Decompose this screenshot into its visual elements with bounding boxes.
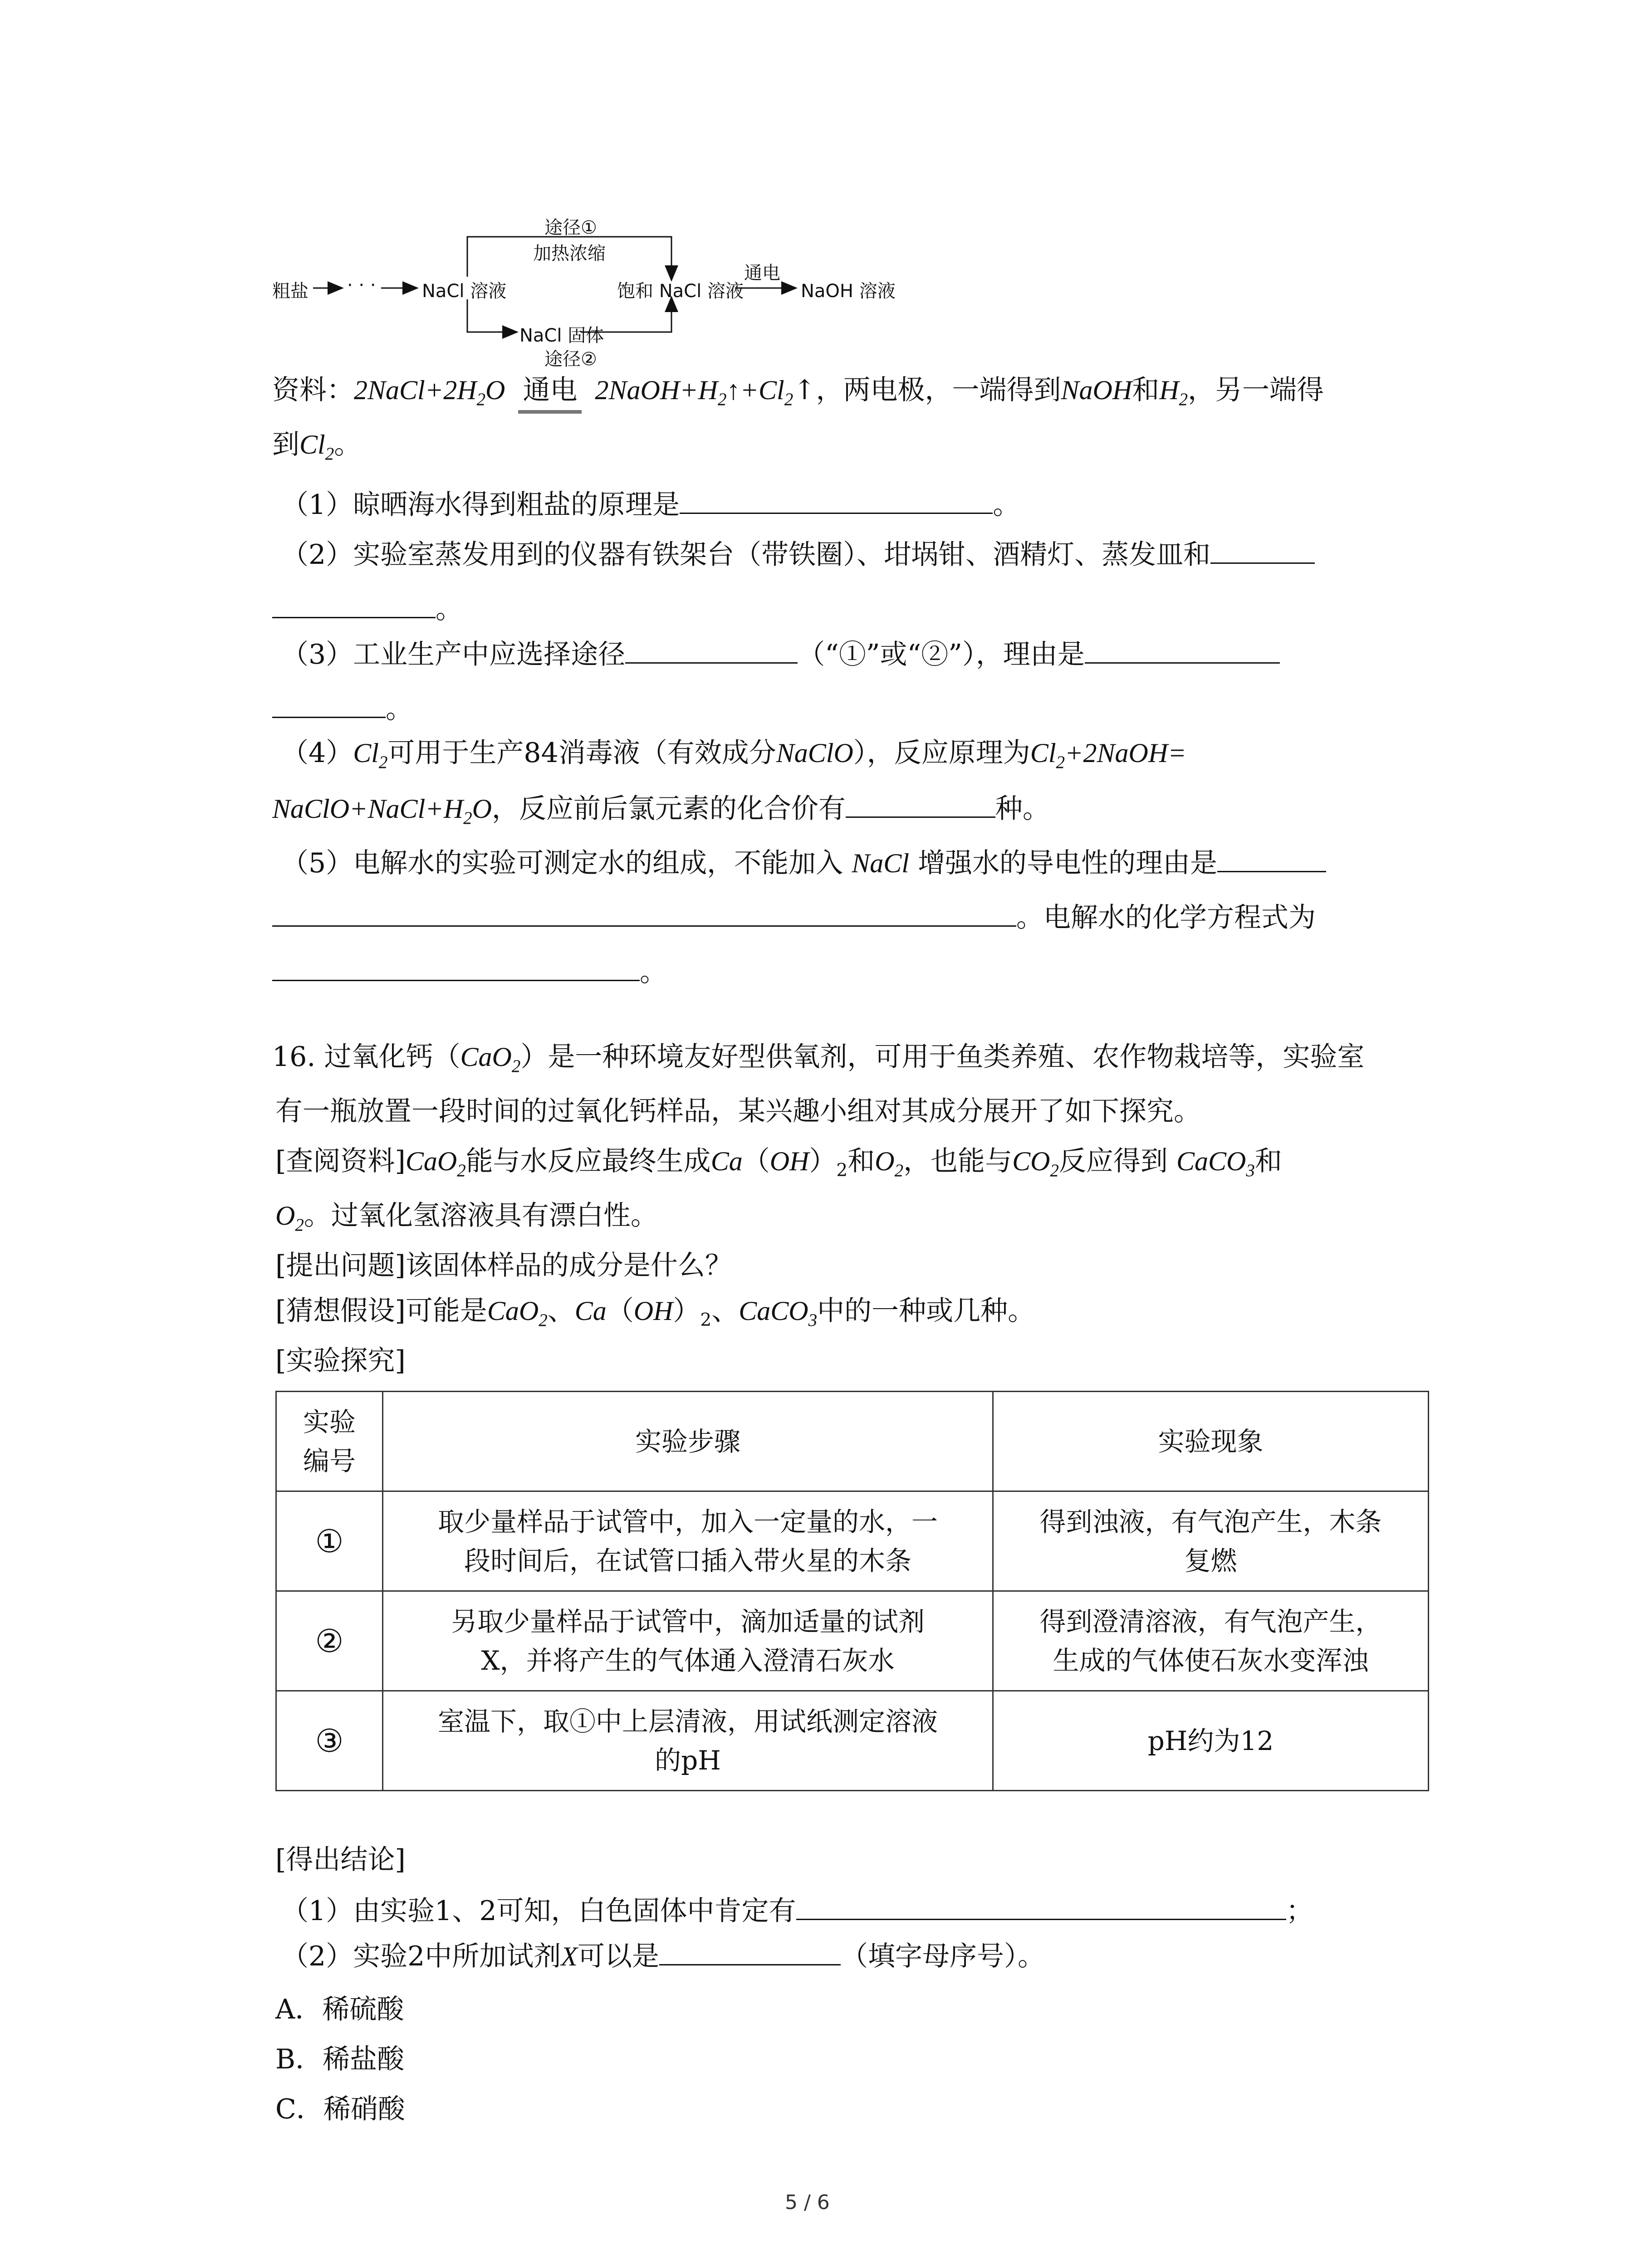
flow-start-label: 粗盐 (272, 281, 309, 302)
reaction-condition: 通电 (514, 372, 586, 408)
q15-part2: （2）实验室蒸发用到的仪器有铁架台（带铁圈）、坩埚钳、酒精灯、蒸发皿和 (281, 535, 1315, 573)
q16-conclusion-heading: [得出结论] (275, 1844, 406, 1876)
page-number: 5 / 6 (785, 2191, 830, 2214)
q16-research: [查阅资料]CaO$_2$能与水反应最终生成$Ca(OH)_2$和$O_2$，也能与$CO_2$反应得到 CaCO$_3$和 (275, 1145, 1282, 1181)
q15-part3: （3）工业生产中应选择途径 （“①”或“②”），理由是 (281, 635, 1280, 673)
svg-text:· · ·: · · · (347, 275, 376, 296)
material-line-1: 资料：$2NaCl+2H_2O$ 通电 $2NaOH+H_2↑+Cl_2↑$，两电极，一端得到NaOH和$H_2$，另一端得 (272, 372, 1324, 418)
q16-hypothesis: [猜想假设]可能是CaO$_2$、$Ca(OH)_2$、CaCO$_3$中的一种或几种。 (275, 1295, 1035, 1330)
flow-nacl-solution-label: NaCl 溶液 (422, 281, 507, 302)
flow-saturated-label: 饱和 NaCl 溶液 (617, 281, 744, 302)
flow-route1-label: 途径① (544, 217, 597, 238)
q16-intro-2: 有一瓶放置一段时间的过氧化钙样品，某兴趣小组对其成分展开了如下探究。 (275, 1095, 1201, 1127)
table-header-row (276, 1392, 1429, 1491)
answer-blank[interactable] (625, 635, 798, 664)
table-row: ① 取少量样品于试管中，加入一定量的水，一 段时间后，在试管口插入带火星的木条 得到浊液，有气泡产生，木条 复燃 (276, 1491, 1429, 1591)
q16-explore-heading: [实验探究] (275, 1345, 406, 1377)
header-experiment-number: 实验 编号 (276, 1392, 383, 1491)
answer-blank[interactable] (659, 1937, 841, 1965)
q15-part5-cont2: 。 (272, 953, 667, 990)
experiment-table (275, 1391, 1429, 1791)
flow-route2-solid: NaCl 固体 (519, 325, 604, 346)
header-steps: 实验步骤 (383, 1392, 993, 1491)
q15-part5: （5）电解水的实验可测定水的组成，不能加入 NaCl 增强水的导电性的理由是 (281, 844, 1326, 881)
material-line-2: 到$Cl_2$。 (272, 429, 362, 464)
q15-part1: （1）晾晒海水得到粗盐的原理是 。 (281, 485, 1020, 523)
option-c[interactable]: C．稀硝酸 (275, 2093, 405, 2125)
q15-part4: $(4)Cl_2$可用于生产84消毒液（有效成分NaClO），反应原理为$Cl_2+2NaOH=$ (281, 737, 1186, 772)
flow-electrolysis-label: 通电 (744, 263, 780, 284)
table-row: ③ 室温下，取①中上层清液，用试纸测定溶液 的pH pH约为12 (276, 1691, 1429, 1791)
flow-route2-label: 途径② (544, 349, 597, 370)
header-observations: 实验现象 (993, 1392, 1429, 1491)
answer-blank[interactable] (796, 1892, 1286, 1920)
answer-blank[interactable] (272, 590, 436, 618)
answer-blank[interactable] (1210, 535, 1315, 564)
table-row: ② 另取少量样品于试管中，滴加适量的试剂 X，并将产生的气体通入澄清石灰水 得到澄清溶液，有气泡产生， 生成的气体使石灰水变浑浊 (276, 1591, 1429, 1691)
question-number: 16. (272, 1041, 316, 1073)
flow-naoh-label: NaOH 溶液 (801, 281, 896, 302)
answer-blank[interactable] (272, 953, 640, 981)
q15-part5-cont: 。电解水的化学方程式为 (272, 898, 1316, 936)
flow-route1-method: 加热浓缩 (533, 243, 606, 264)
q16-research-cont: $O_2$。过氧化氢溶液具有漂白性。 (275, 1200, 658, 1235)
answer-blank[interactable] (272, 689, 386, 718)
answer-blank[interactable] (1085, 635, 1280, 664)
q16-conclusion-2: （2）实验2中所加试剂X可以是 （填字母序号）。 (281, 1937, 1045, 1975)
process-flow-diagram (272, 213, 907, 376)
answer-blank[interactable] (846, 789, 995, 818)
answer-blank[interactable] (272, 898, 1016, 927)
answer-blank[interactable] (1217, 844, 1326, 872)
q16-question: [提出问题]该固体样品的成分是什么？ (275, 1250, 732, 1281)
answer-blank[interactable] (680, 485, 993, 514)
q15-part4-cont: $NaClO+NaCl+H_2O$，反应前后氯元素的化合价有 种。 (272, 789, 1050, 836)
option-a[interactable]: A．稀硫酸 (275, 1994, 404, 2025)
q16-conclusion-1: （1）由实验1、2可知，白色固体中肯定有 ； (281, 1892, 1313, 1929)
q15-part3-cont: 。 (272, 689, 413, 727)
option-b[interactable]: B．稀盐酸 (275, 2043, 405, 2075)
q16-intro-1: 16. 过氧化钙（CaO$_2$）是一种环境友好型供氧剂，可用于鱼类养殖、农作物栽培等，实验室 (272, 1041, 1365, 1076)
q15-part2-cont: 。 (272, 590, 463, 627)
